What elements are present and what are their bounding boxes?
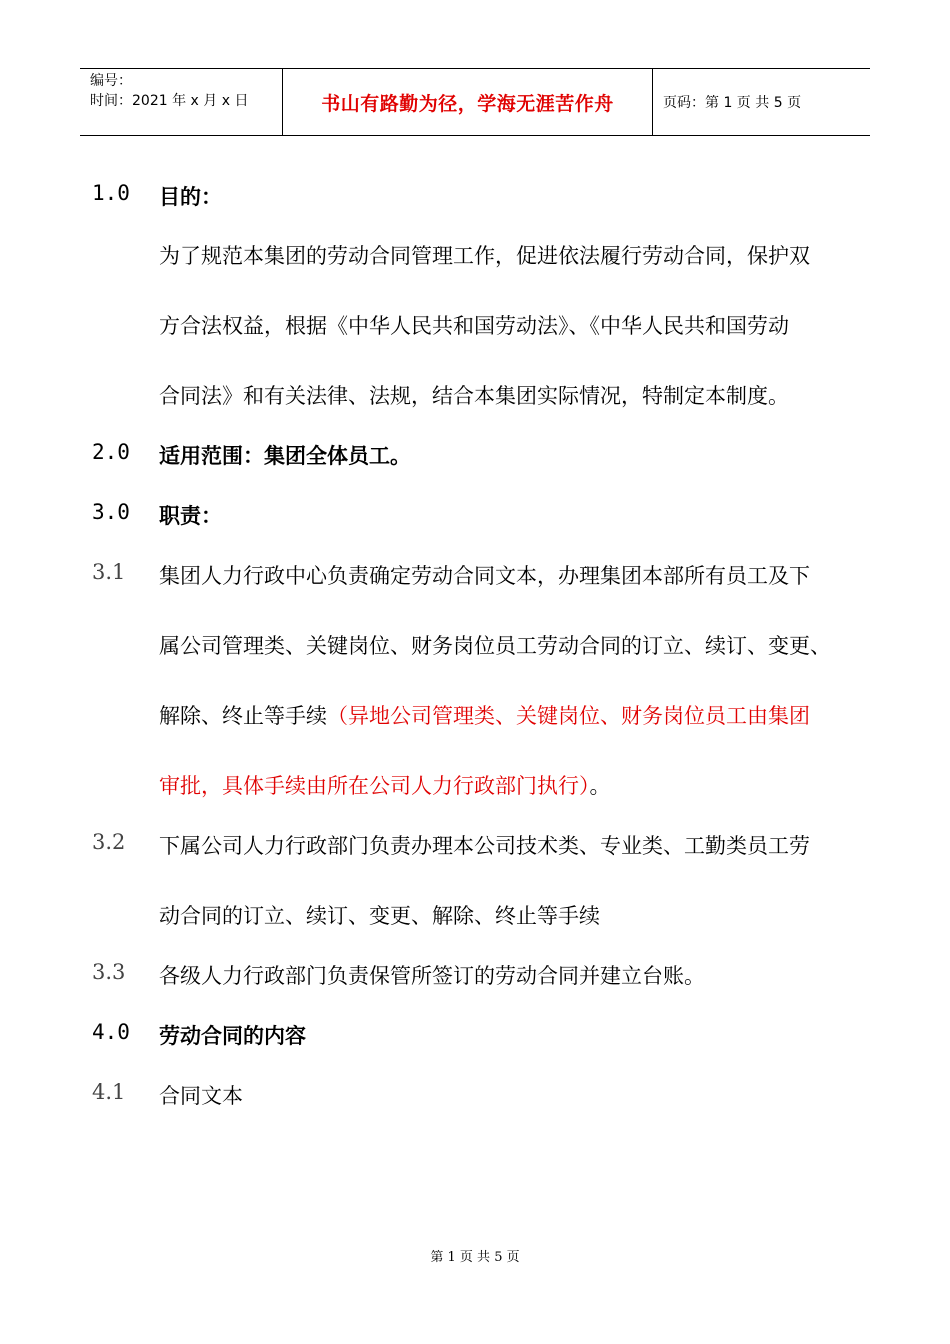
page-footer: 第 1 页 共 5 页 <box>430 1250 520 1265</box>
clause-number: 3.2 <box>92 830 126 854</box>
section-number: 3.0 <box>92 500 130 524</box>
paragraph-text: 集团人力行政中心负责确定劳动合同文本，办理集团本部所有员工及下 <box>159 564 810 588</box>
clause-title: 合同文本 <box>159 1084 243 1108</box>
paragraph-text: 下属公司人力行政部门负责办理本公司技术类、专业类、工勤类员工劳 <box>159 834 810 858</box>
paragraph-text <box>159 700 810 730</box>
paragraph-text-black: 。 <box>589 774 611 798</box>
section-title: 职责： <box>159 504 222 528</box>
paragraph-text-red: 审批，具体手续由所在公司人力行政部门执行） <box>159 774 590 798</box>
header-page-info: 页码：第 1 页 共 5 页 <box>663 95 802 111</box>
document-time-label: 时间：2021 年 x 月 x 日 <box>90 93 249 109</box>
document-header <box>80 68 870 136</box>
paragraph-text: 属公司管理类、关键岗位、财务岗位员工劳动合同的订立、续订、变更、 <box>159 634 831 658</box>
paragraph-text-black: 解除、终止等手续 <box>159 704 327 728</box>
clause-number: 3.3 <box>92 960 126 984</box>
paragraph-text: 动合同的订立、续订、变更、解除、终止等手续 <box>159 904 600 928</box>
clause-number: 3.1 <box>92 560 126 584</box>
clause-number: 4.1 <box>92 1080 126 1104</box>
paragraph-text-red: （异地公司管理类、关键岗位、财务岗位员工由集团 <box>327 704 810 728</box>
paragraph-text: 方合法权益，根据《中华人民共和国劳动法》、《中华人民共和国劳动 <box>159 314 789 338</box>
header-meta <box>80 69 282 135</box>
paragraph-text: 各级人力行政部门负责保管所签订的劳动合同并建立台账。 <box>159 964 705 988</box>
section-number: 1.0 <box>92 181 130 205</box>
header-motto: 书山有路勤为径，学海无涯苦作舟 <box>282 69 653 135</box>
paragraph-text: 为了规范本集团的劳动合同管理工作，促进依法履行劳动合同，保护双 <box>159 244 810 268</box>
section-number: 4.0 <box>92 1020 130 1044</box>
paragraph-text <box>159 770 611 800</box>
paragraph-text: 合同法》和有关法律、法规，结合本集团实际情况，特制定本制度。 <box>159 384 789 408</box>
document-number-label: 编号： <box>90 73 132 89</box>
section-title: 劳动合同的内容 <box>159 1024 306 1048</box>
section-title: 目的： <box>159 185 222 209</box>
section-title: 适用范围：集团全体员工。 <box>159 444 411 468</box>
section-number: 2.0 <box>92 440 130 464</box>
